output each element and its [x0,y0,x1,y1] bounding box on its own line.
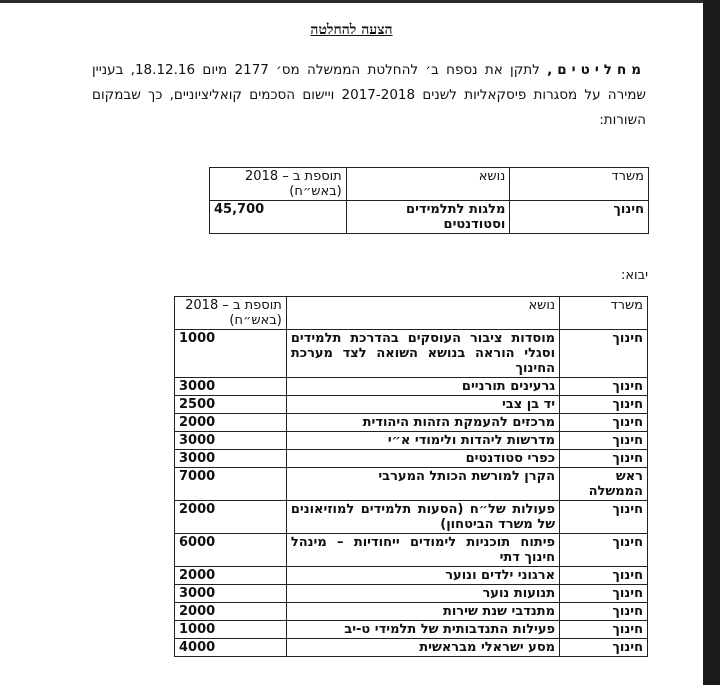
cell-amount: 4000 [175,639,287,657]
original-rows-table [209,167,649,234]
table-row [175,432,648,450]
cell-office: חינוך [560,567,648,585]
table-header-row [210,168,649,201]
table-row [175,639,648,657]
table-row [175,501,648,534]
table-row [175,450,648,468]
cell-office: חינוך [560,534,648,567]
cell-topic: יד בן צבי [286,396,559,414]
cell-amount: 3000 [175,450,287,468]
cell-amount: 2500 [175,396,287,414]
table-header-row [175,297,648,330]
decision-text: לתקן את נספח ב׳ להחלטת הממשלה מס׳ 2177 מיום 18.12.16, בעניין שמירה על מסגרות פיסקאליות לשנים 2017-2018 ויישום הסכמים קואליציוניים, כך שבמקום השורות: [92,62,646,128]
cell-topic: הקרן למורשת הכותל המערבי [286,468,559,501]
cell-office: חינוך [560,330,648,378]
table-row [175,603,648,621]
header-office: משרד [560,297,648,330]
cell-amount: 2000 [175,501,287,534]
cell-office: חינוך [560,450,648,468]
cell-office: חינוך [560,396,648,414]
header-office: משרד [510,168,649,201]
table-row [175,585,648,603]
table-row [175,414,648,432]
cell-topic: תנועות נוער [286,585,559,603]
replacement-rows-table [174,296,648,657]
cell-amount: 45,700 [210,201,347,234]
header-topic: נושא [286,297,559,330]
cell-amount: 2000 [175,567,287,585]
cell-amount: 3000 [175,432,287,450]
cell-amount: 3000 [175,378,287,396]
cell-office: חינוך [560,621,648,639]
cell-office: חינוך [560,501,648,534]
cell-topic: פעילות התנדבותית של תלמידי ט-יב [286,621,559,639]
table-row [175,396,648,414]
cell-topic: פיתוח תוכניות לימודים ייחודיות – מינהל חינוך דתי [286,534,559,567]
cell-topic: גרעינים תורניים [286,378,559,396]
yavo-label: יבוא: [620,268,648,283]
cell-office: ראש הממשלה [560,468,648,501]
replacement-rows-body [175,330,648,657]
table-row [175,378,648,396]
table-row [175,567,648,585]
table-row [175,468,648,501]
cell-topic: מסע ישראלי מבראשית [286,639,559,657]
cell-amount: 3000 [175,585,287,603]
document-title: הצעה להחלטה [310,22,393,38]
cell-amount: 6000 [175,534,287,567]
cell-office: חינוך [560,585,648,603]
header-amount: תוספת ב – 2018 (באש״ח) [175,297,287,330]
cell-topic: מרכזים להעמקת הזהות היהודית [286,414,559,432]
cell-amount: 2000 [175,414,287,432]
cell-amount: 1000 [175,330,287,378]
table-row [175,621,648,639]
cell-amount: 2000 [175,603,287,621]
cell-topic: פעולות של״ח (הסעות תלמידים למוזיאונים של משרד הביטחון) [286,501,559,534]
cell-topic: ארגוני ילדים ונוער [286,567,559,585]
table-row [175,534,648,567]
cell-office: חינוך [560,414,648,432]
cell-office: חינוך [510,201,649,234]
page-top-edge [0,0,703,3]
cell-topic: כפרי סטודנטים [286,450,559,468]
cell-amount: 1000 [175,621,287,639]
cell-topic: מתנדבי שנת שירות [286,603,559,621]
cell-amount: 7000 [175,468,287,501]
cell-office: חינוך [560,378,648,396]
header-amount: תוספת ב – 2018 (באש״ח) [210,168,347,201]
decision-paragraph [92,58,646,133]
cell-office: חינוך [560,639,648,657]
header-topic: נושא [346,168,510,201]
cell-office: חינוך [560,432,648,450]
table-row [210,201,649,234]
cell-office: חינוך [560,603,648,621]
decision-lead: מחליטים, [547,62,646,78]
cell-topic: מדרשות ליהדות ולימודי א״י [286,432,559,450]
cell-topic: מוסדות ציבור העוסקים בהדרכת תלמידים וסגלי הוראה בנושא השואה לצד מערכת החינוך [286,330,559,378]
cell-topic: מלגות לתלמידים וסטודנטים [346,201,510,234]
table-row [175,330,648,378]
